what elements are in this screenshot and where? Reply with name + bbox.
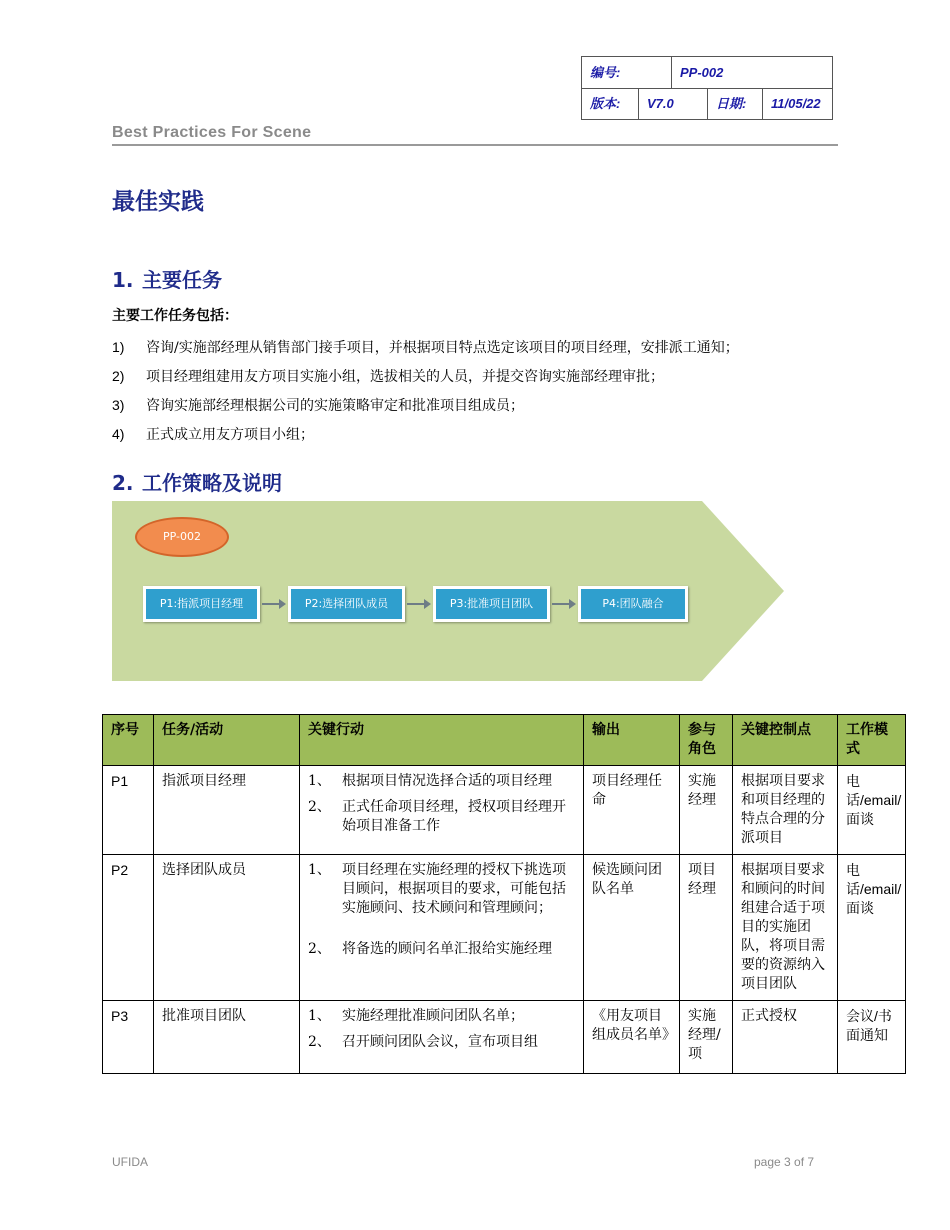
- action-text: 实施经理批准顾问团队名单；: [342, 1008, 524, 1024]
- row-mode: 电话/email/面谈: [838, 766, 906, 855]
- row-id: P3: [103, 1001, 154, 1074]
- table-row: [103, 766, 906, 855]
- row-control: 根据项目要求和项目经理的特点合理的分派项目: [733, 766, 838, 855]
- task-text: 项目经理组建用友方项目实施小组，选拔相关的人员，并提交咨询实施部经理审批；: [146, 369, 664, 385]
- process-code-oval: PP-002: [135, 517, 229, 557]
- action-number: 2、: [308, 1034, 331, 1050]
- flow-step-p1: P1:指派项目经理: [143, 586, 260, 622]
- flow-step-p2: P2:选择团队成员: [288, 586, 405, 622]
- action-number: 2、: [308, 941, 331, 957]
- task-text: 正式成立用友方项目小组；: [146, 427, 314, 443]
- header-seq: 序号: [103, 715, 154, 766]
- task-item: [112, 424, 314, 444]
- row-control: 根据项目要求和顾问的时间组建合适于项目的实施团队，将项目需要的资源纳入项目团队: [733, 855, 838, 1001]
- section-2-title: 工作策略及说明: [142, 471, 282, 495]
- table-row: [103, 1001, 906, 1074]
- action-item: [308, 1007, 575, 1026]
- document-info-box: [581, 56, 833, 120]
- page-title: 最佳实践: [112, 189, 204, 215]
- task-text: 咨询/实施部经理从销售部门接手项目，并根据项目特点选定该项目的项目经理，安排派工通知；: [146, 340, 739, 356]
- action-text: 将备选的顾问名单汇报给实施经理: [342, 941, 552, 957]
- row-actions: [300, 855, 584, 1001]
- section-1-number: 1.: [112, 268, 134, 292]
- action-text: 项目经理在实施经理的授权下挑选项目顾问，根据项目的要求，可能包括实施顾问、技术顾问和管理顾问；: [342, 862, 566, 916]
- date-value: 11/05/22: [771, 96, 821, 111]
- task-number: 3): [112, 397, 125, 413]
- row-actions: [300, 1001, 584, 1074]
- row-task: 批准项目团队: [154, 1001, 300, 1074]
- action-number: 1、: [308, 1008, 331, 1024]
- action-text: 召开顾问团队会议，宣布项目组: [342, 1034, 538, 1050]
- flow-step-p3: P3:批准项目团队: [433, 586, 550, 622]
- date-label: 日期:: [708, 88, 763, 119]
- row-id: P1: [103, 766, 154, 855]
- task-number: 4): [112, 426, 125, 442]
- section-1-title: 主要任务: [142, 268, 222, 292]
- task-number: 1): [112, 339, 125, 355]
- table-header-row: [103, 715, 906, 766]
- row-actions: [300, 766, 584, 855]
- row-mode: 会议/书面通知: [838, 1001, 906, 1074]
- row-output: 《用友项目组成员名单》: [584, 1001, 680, 1074]
- task-number: 2): [112, 368, 125, 384]
- row-control: 正式授权: [733, 1001, 838, 1074]
- task-item: [112, 337, 739, 357]
- header-control: 关键控制点: [733, 715, 838, 766]
- section-1-intro: 主要工作任务包括：: [112, 308, 238, 324]
- table-row: [103, 855, 906, 1001]
- task-item: [112, 366, 664, 386]
- action-item: [308, 798, 575, 836]
- header-task: 任务/活动: [154, 715, 300, 766]
- action-item: [308, 940, 575, 959]
- flow-step-p4: P4:团队融合: [578, 586, 688, 622]
- action-number: 1、: [308, 862, 331, 878]
- header-actions: 关键行动: [300, 715, 584, 766]
- action-text: 根据项目情况选择合适的项目经理: [342, 773, 552, 789]
- right-arrow-icon: [551, 596, 577, 612]
- section-2-heading: [112, 467, 282, 496]
- row-role: 实施经理/项: [680, 1001, 733, 1074]
- row-role: 实施经理: [680, 766, 733, 855]
- task-activity-table: [102, 714, 906, 1074]
- version-label: 版本:: [582, 88, 639, 119]
- task-text: 咨询实施部经理根据公司的实施策略审定和批准项目组成员；: [146, 398, 524, 414]
- footer-company: UFIDA: [112, 1155, 148, 1169]
- row-task: 指派项目经理: [154, 766, 300, 855]
- section-2-number: 2.: [112, 471, 134, 495]
- version-value: V7.0: [639, 88, 708, 119]
- row-output: 项目经理任命: [584, 766, 680, 855]
- action-item: [308, 861, 575, 918]
- right-arrow-icon: [261, 596, 287, 612]
- action-number: 2、: [308, 799, 331, 815]
- footer-page-number: page 3 of 7: [754, 1155, 815, 1169]
- action-item: [308, 772, 575, 791]
- header-role: 参与角色: [680, 715, 733, 766]
- header-mode: 工作模式: [838, 715, 906, 766]
- code-value: PP-002: [680, 65, 724, 80]
- row-role: 项目经理: [680, 855, 733, 1001]
- action-text: 正式任命项目经理，授权项目经理开始项目准备工作: [342, 799, 566, 834]
- action-item: [308, 1033, 575, 1052]
- row-mode: 电话/email/面谈: [838, 855, 906, 1001]
- right-arrow-icon: [406, 596, 432, 612]
- task-item: [112, 395, 524, 415]
- row-id: P2: [103, 855, 154, 1001]
- document-header-title: Best Practices For Scene: [112, 124, 312, 141]
- row-task: 选择团队成员: [154, 855, 300, 1001]
- header-output: 输出: [584, 715, 680, 766]
- header-divider: [112, 144, 838, 146]
- process-flow-diagram: [112, 501, 784, 681]
- code-label: 编号:: [582, 57, 672, 88]
- row-output: 候选顾问团队名单: [584, 855, 680, 1001]
- section-1-heading: [112, 264, 222, 293]
- action-number: 1、: [308, 773, 331, 789]
